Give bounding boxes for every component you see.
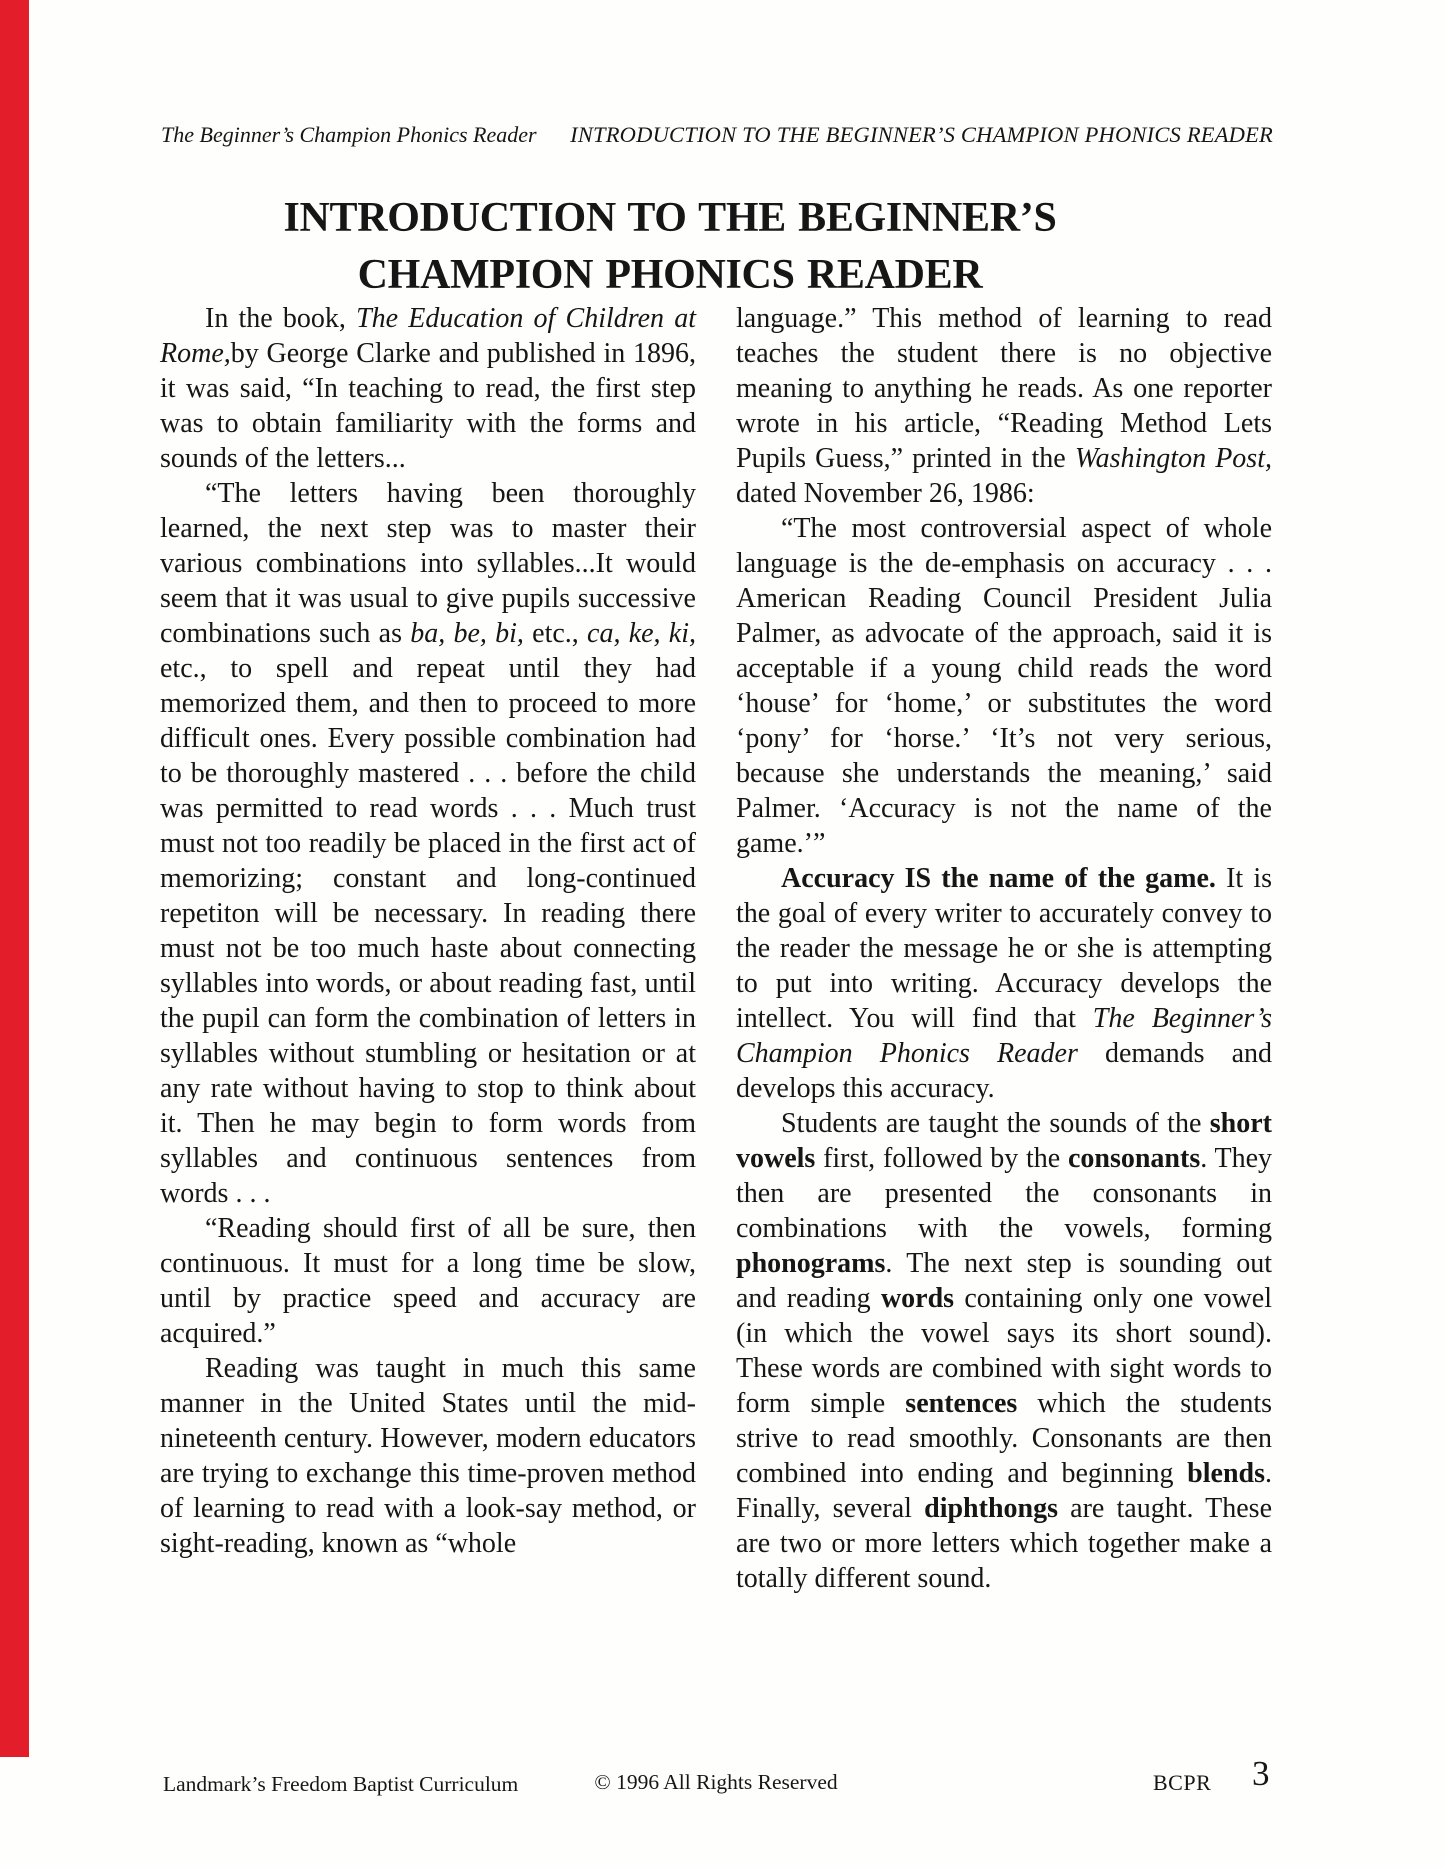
text-run: short vowels: [736, 1108, 1272, 1174]
running-header-left: The Beginner’s Champion Phonics Reader: [161, 122, 537, 147]
text-run: In the book,: [205, 303, 357, 334]
text-run: Accuracy IS the name of the game.: [781, 863, 1216, 894]
running-header: [161, 122, 1273, 148]
text-run: . They then are presented the consonants in combinations with the vowels, forming: [736, 1143, 1272, 1244]
text-run: words: [880, 1283, 955, 1314]
text-run: consonants: [1067, 1143, 1201, 1174]
text-run: blends: [1187, 1458, 1265, 1489]
paragraph: [160, 476, 696, 1211]
paragraph: [736, 1106, 1272, 1596]
text-run: . Finally, several: [736, 1458, 1272, 1524]
text-run: The Education of Children at Rome,: [160, 303, 697, 369]
paragraph: [736, 301, 1272, 511]
text-run: which the students strive to read smoothly. Consonants are then combined into ending and beginning: [736, 1388, 1272, 1489]
text-run: containing only one vowel (in which the vowel says its short sound). These words are combined with sight words to form simple: [736, 1283, 1273, 1419]
text-run: by George Clarke and published in 1896, it was said, “In teaching to read, the first step was to obtain familiarity with the forms and sounds of the letters...: [160, 338, 696, 474]
text-run: . The next step is sounding out and reading: [736, 1248, 1272, 1314]
paragraph: [736, 511, 1272, 861]
text-run: phonograms: [736, 1248, 886, 1279]
text-run: sentences: [905, 1388, 1018, 1419]
scan-edge-stripe: [0, 0, 29, 1757]
text-run: ca, ke, ki,: [587, 618, 696, 649]
page-title: [160, 190, 1180, 304]
text-run: “The most controversial aspect of whole language is the de-emphasis on accuracy . . . American Reading Council President Julia Palmer, as advocate of the approach, said it is acceptable if a young child reads the word ‘house’ for ‘home,’ or substitutes the word ‘pony’ for ‘horse.’ ‘It’s not very serious, because she understands the meaning,’ said Palmer. ‘Accuracy is not the name of the game.’”: [736, 513, 1272, 859]
paragraph: [736, 861, 1272, 1106]
text-run: Washington Post,: [1074, 443, 1272, 474]
text-run: etc., to spell and repeat until they had memorized them, and then to proceed to more difficult ones. Every possible combination had to be thoroughly mastered . . . before the child was permitted to read words . . . Much trust must not too readily be placed in the first act of memorizing; constant and long-continued repetiton will be necessary. In reading there must not be too much haste about connecting syllables into words, or about reading fast, until the pupil can form the combination of letters in syllables without stumbling or hesitation or at any rate without having to stop to think about it. Then he may begin to form words from syllables and continuous sentences from words . . .: [160, 653, 696, 1209]
text-run: first, followed by the: [815, 1143, 1068, 1174]
text-run: dated November 26, 1986:: [736, 478, 1035, 509]
footer-publisher: Landmark’s Freedom Baptist Curriculum: [163, 1772, 519, 1796]
paragraph: [160, 301, 696, 476]
text-run: It is the goal of every writer to accurately convey to the reader the message he or she is attempting to put into writing. Accuracy develops the intellect. You will find that: [736, 863, 1272, 1034]
text-run: demands and develops this accuracy.: [736, 1038, 1272, 1104]
text-column-right: [736, 301, 1272, 1596]
text-run: ba, be, bi,: [410, 618, 524, 649]
text-run: etc.,: [523, 618, 588, 649]
footer-copyright: © 1996 All Rights Reserved: [594, 1770, 838, 1794]
text-run: diphthongs: [924, 1493, 1058, 1524]
text-run: language.” This method of learning to read teaches the student there is no objective meaning to anything he reads. As one reporter wrote in his article, “Reading Method Lets Pupils Guess,” printed in the: [736, 303, 1272, 474]
text-column-left: [160, 301, 696, 1561]
paragraph: [160, 1211, 696, 1351]
running-header-right: INTRODUCTION TO THE BEGINNER’S CHAMPION PHONICS READER: [570, 122, 1273, 147]
text-run: The Beginner’s Champion Phonics Reader: [736, 1003, 1272, 1069]
footer-book-code: BCPR: [1153, 1770, 1212, 1795]
text-run: “The letters having been thoroughly learned, the next step was to master their various combinations into syllables...It would seem that it was usual to give pupils successive combinations such as: [160, 478, 696, 649]
footer-page-number: 3: [1252, 1754, 1270, 1793]
page-title-line-1: INTRODUCTION TO THE BEGINNER’S: [283, 195, 1057, 241]
text-run: “Reading should first of all be sure, then continuous. It must for a long time be slow, until by practice speed and accuracy are acquired.”: [160, 1213, 696, 1349]
page-title-line-2: CHAMPION PHONICS READER: [357, 252, 983, 298]
text-run: are taught. These are two or more letters which together make a totally different sound.: [736, 1493, 1272, 1594]
text-run: Students are taught the sounds of the: [781, 1108, 1210, 1139]
text-run: Reading was taught in much this same manner in the United States until the mid-nineteenth century. However, modern educators are trying to exchange this time-proven method of learning to read with a look-say method, or sight-reading, known as “whole: [160, 1353, 696, 1559]
paragraph: [160, 1351, 696, 1561]
